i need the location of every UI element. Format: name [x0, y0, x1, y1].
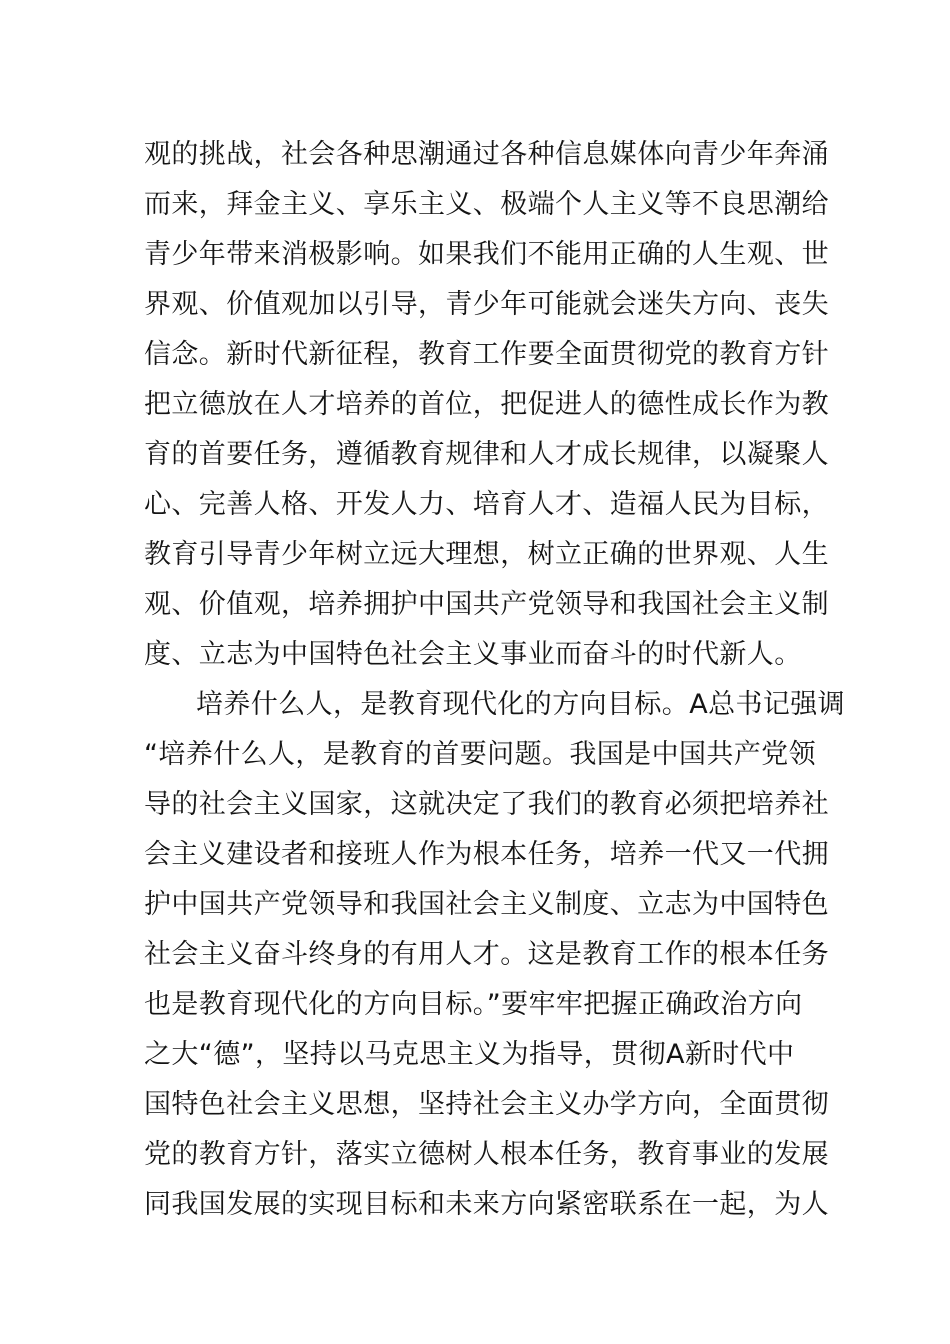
- paragraph-first-line: 培养什么人，是教育现代化的方向目标。A总书记强调: [196, 689, 846, 720]
- text-line: 国特色社会主义思想，坚持社会主义办学方向，全面贯彻: [144, 1089, 829, 1120]
- text-line: 而来，拜金主义、享乐主义、极端个人主义等不良思潮给: [144, 189, 829, 220]
- text-line: 之大“德”，坚持以马克思主义为指导，贯彻A新时代中: [144, 1039, 795, 1070]
- text-line: 信念。新时代新征程，教育工作要全面贯彻党的教育方针: [144, 339, 829, 370]
- text-line: 同我国发展的实现目标和未来方向紧密联系在一起，为人: [144, 1189, 829, 1220]
- text-line: 观、价值观，培养拥护中国共产党领导和我国社会主义制: [144, 589, 829, 620]
- text-line: 心、完善人格、开发人力、培育人才、造福人民为目标，: [144, 489, 829, 520]
- text-line: 育的首要任务，遵循教育规律和人才成长规律，以凝聚人: [144, 439, 829, 470]
- text-line: 社会主义奋斗终身的有用人才。这是教育工作的根本任务: [144, 939, 829, 970]
- text-line: 导的社会主义国家，这就决定了我们的教育必须把培养社: [144, 789, 829, 820]
- text-line: 度、立志为中国特色社会主义事业而奋斗的时代新人。: [144, 639, 802, 670]
- text-line: 把立德放在人才培养的首位，把促进人的德性成长作为教: [144, 389, 829, 420]
- text-line: 教育引导青少年树立远大理想，树立正确的世界观、人生: [144, 539, 829, 570]
- text-line: 观的挑战，社会各种思潮通过各种信息媒体向青少年奔涌: [144, 139, 829, 170]
- text-line: 也是教育现代化的方向目标。”要牢牢把握正确政治方向: [144, 989, 803, 1020]
- text-line: 护中国共产党领导和我国社会主义制度、立志为中国特色: [144, 889, 829, 920]
- text-line: 会主义建设者和接班人作为根本任务，培养一代又一代拥: [144, 839, 829, 870]
- text-line: 青少年带来消极影响。如果我们不能用正确的人生观、世: [144, 239, 829, 270]
- text-line: “培养什么人，是教育的首要问题。我国是中国共产党领: [144, 739, 816, 770]
- text-line: 党的教育方针，落实立德树人根本任务，教育事业的发展: [144, 1139, 829, 1170]
- text-line: 界观、价值观加以引导，青少年可能就会迷失方向、丧失: [144, 289, 829, 320]
